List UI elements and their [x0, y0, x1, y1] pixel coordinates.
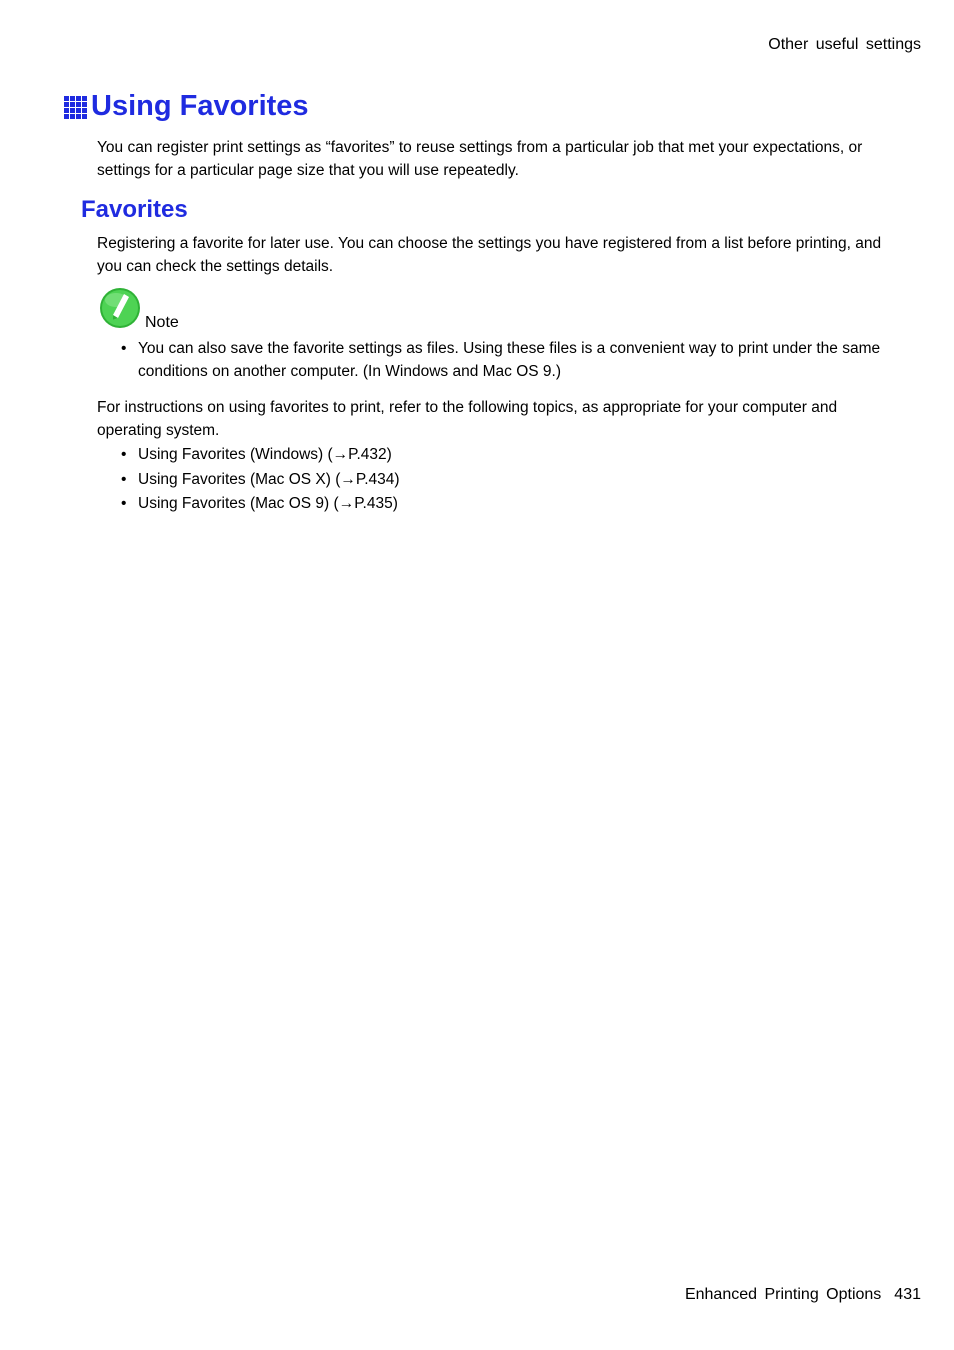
page-footer	[685, 1286, 921, 1304]
topic-title: Using Favorites (Mac OS 9)	[138, 495, 330, 512]
page-reference-link[interactable]: (→P.432)	[327, 446, 392, 463]
grid-icon	[64, 96, 87, 119]
page-reference-link[interactable]: (→P.434)	[335, 470, 400, 488]
footer-chapter: Enhanced Printing Options	[684, 1286, 882, 1303]
topic-link-windows[interactable]	[121, 443, 881, 466]
page-title-block	[64, 88, 309, 124]
topic-link-mac-os-x[interactable]	[121, 468, 881, 491]
topic-title: Using Favorites (Windows)	[138, 446, 324, 463]
page-reference-link[interactable]: (→P.435)	[333, 495, 398, 512]
topic-link-list	[121, 443, 881, 517]
note-label: Note	[145, 314, 179, 331]
note-list	[121, 337, 881, 383]
pencil-note-icon	[99, 287, 141, 329]
section-title: Favorites	[81, 196, 188, 223]
page-number: 431	[894, 1286, 921, 1303]
topic-link-mac-os-9[interactable]	[121, 492, 881, 515]
running-header: Other useful settings	[768, 36, 921, 53]
topic-title: Using Favorites (Mac OS X)	[138, 470, 331, 488]
page-title: Using Favorites	[91, 90, 309, 122]
intro-paragraph: You can register print settings as “favorites” to reuse settings from a particular job that met your expectations, or settings for a particular page size that you will use repeatedly.	[97, 139, 863, 179]
note-item: • You can also save the favorite settings as files. Using these files is a convenient way to print under the same conditions on another computer. (In Windows and Mac OS 9.)	[121, 337, 881, 383]
instructions-paragraph: For instructions on using favorites to print, refer to the following topics, as appropriate for your computer and operating system.	[97, 399, 838, 439]
section-description: Registering a favorite for later use. You can choose the settings you have registered from a list before printing, and you can check the settings details.	[97, 235, 882, 275]
